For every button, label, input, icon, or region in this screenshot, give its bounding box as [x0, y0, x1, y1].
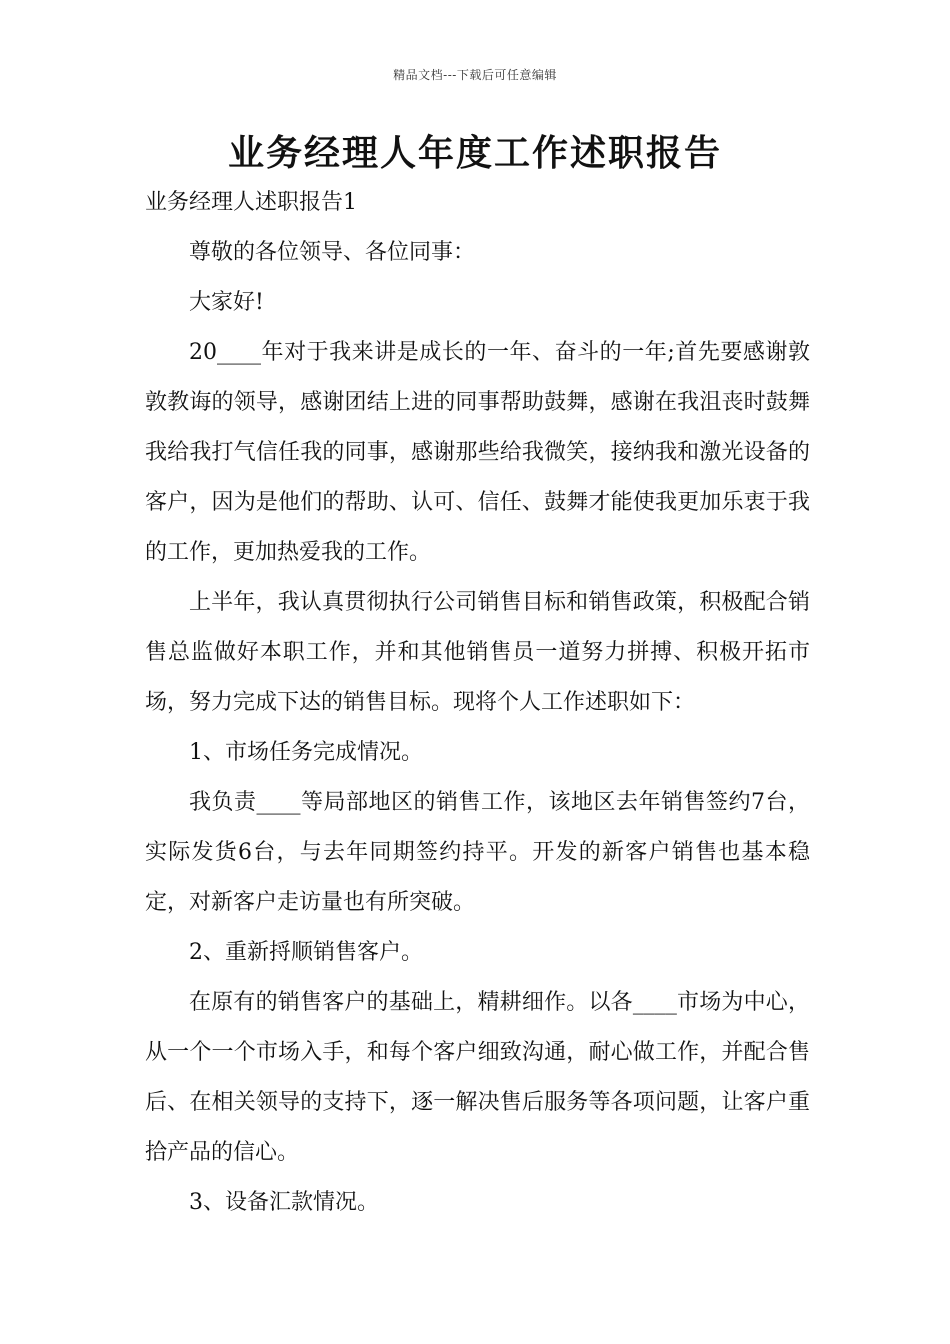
heading-item-2: 2、重新捋顺销售客户。 — [189, 940, 423, 965]
header-note: 精品文档---下载后可任意编辑 — [393, 68, 557, 82]
paragraph-overview: 上半年，我认真贯彻执行公司销售目标和销售政策，积极配合销售总监做好本职工作，并和其他销售员一道努力拼搏、积极开拓市场，努力完成下达的销售目标。现将个人工作述职如下： — [145, 590, 810, 715]
heading-item-3: 3、设备汇款情况。 — [189, 1190, 379, 1215]
document-title: 业务经理人年度工作述职报告 — [227, 132, 722, 174]
paragraph-intro: 20____年对于我来讲是成长的一年、奋斗的一年;首先要感谢敦敦教诲的领导，感谢团结上进的同事帮助鼓舞，感谢在我沮丧时鼓舞我给我打气信任我的同事，感谢那些给我微笑，接纳我和激光设备的客户，因为是他们的帮助、认可、信任、鼓舞才能使我更加乐衷于我的工作，更加热爱我的工作。 — [145, 340, 810, 565]
paragraph-item-2: 在原有的销售客户的基础上，精耕细作。以各____市场为中心，从一个一个市场入手，和每个客户细致沟通，耐心做工作，并配合售后、在相关领导的支持下，逐一解决售后服务等各项问题，让客户重拾产品的信心。 — [145, 990, 810, 1165]
document-body — [145, 178, 810, 1228]
heading-item-1: 1、市场任务完成情况。 — [189, 740, 423, 765]
greeting: 大家好! — [189, 290, 264, 315]
section-subtitle: 业务经理人述职报告1 — [145, 190, 357, 215]
salutation: 尊敬的各位领导、各位同事： — [189, 240, 476, 265]
paragraph-item-1: 我负责____等局部地区的销售工作，该地区去年销售签约7台，实际发货6台，与去年同期签约持平。开发的新客户销售也基本稳定，对新客户走访量也有所突破。 — [145, 790, 810, 915]
